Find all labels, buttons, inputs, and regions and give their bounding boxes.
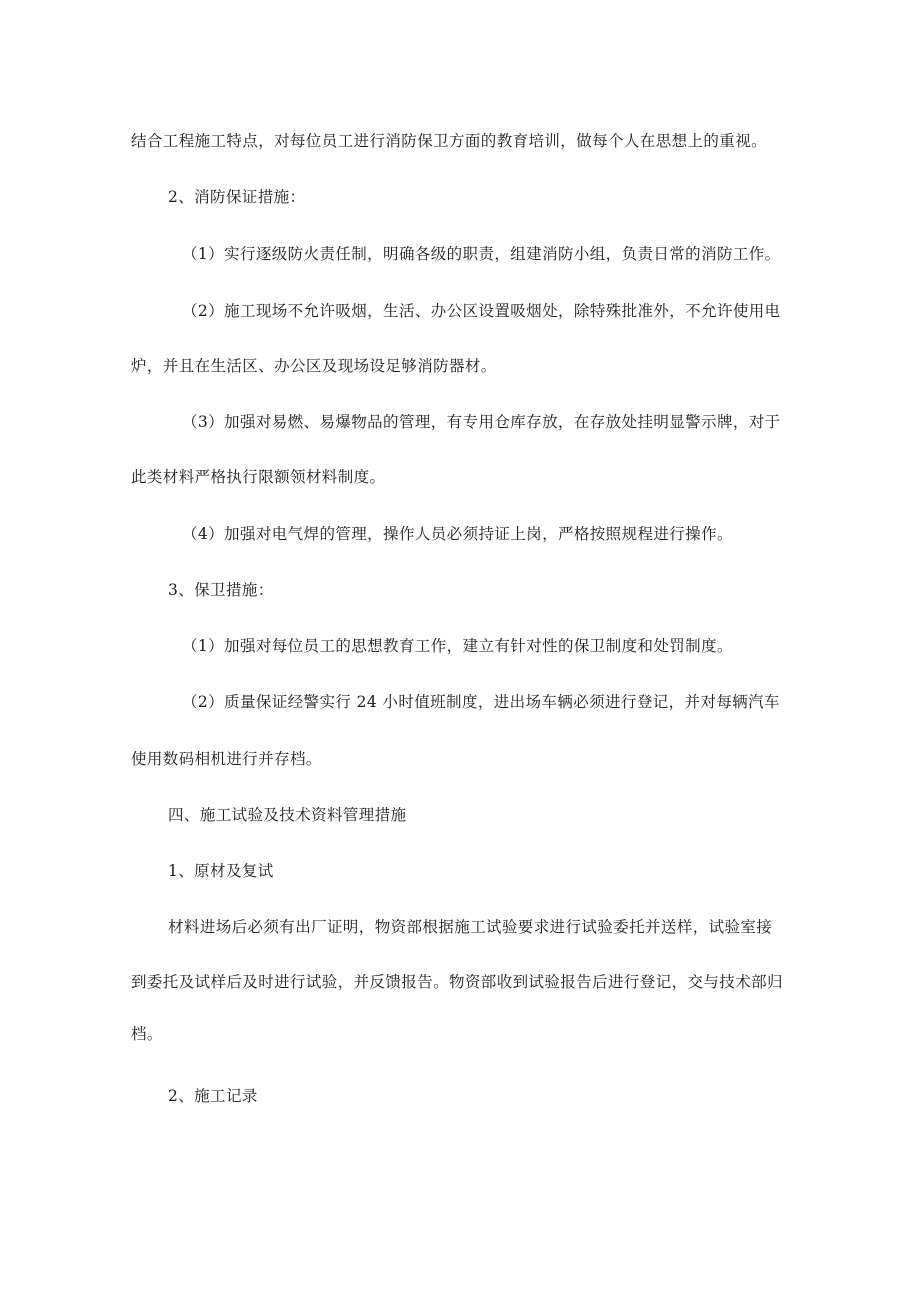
chapter-heading: 四、施工试验及技术资料管理措施: [168, 806, 407, 824]
paragraph-line: 材料进场后必须有出厂证明，物资部根据施工试验要求进行试验委托并送样，试验室接: [168, 918, 773, 936]
list-item-line: （4）加强对电气焊的管理，操作人员必须持证上岗，严格按照规程进行操作。: [182, 525, 733, 543]
list-item-line: （2）施工现场不允许吸烟，生活、办公区设置吸烟处，除特殊批准外，不允许使用电: [182, 302, 781, 320]
paragraph-line: 结合工程施工特点，对每位员工进行消防保卫方面的教育培训，做每个人在思想上的重视。: [131, 132, 768, 150]
list-item-line: （2）质量保证经警实行 24 小时值班制度，进出场车辆必须进行登记，并对每辆汽车: [182, 693, 780, 711]
list-item-continuation: 炉，并且在生活区、办公区及现场设足够消防器材。: [131, 357, 497, 375]
list-item-line: （1）加强对每位员工的思想教育工作，建立有针对性的保卫制度和处罚制度。: [182, 637, 733, 655]
list-item-continuation: 此类材料严格执行限额领材料制度。: [131, 468, 386, 486]
section-heading: 1、原材及复试: [168, 862, 274, 880]
list-item-line: （1）实行逐级防火责任制，明确各级的职责，组建消防小组，负责日常的消防工作。: [182, 245, 781, 263]
paragraph-line: 到委托及试样后及时进行试验，并反馈报告。物资部收到试验报告后进行登记，交与技术部归: [131, 973, 783, 991]
section-heading: 2、施工记录: [168, 1087, 258, 1105]
list-item-continuation: 使用数码相机进行并存档。: [131, 750, 322, 768]
paragraph-line: 档。: [131, 1025, 163, 1043]
section-heading: 3、保卫措施：: [168, 581, 274, 599]
section-heading: 2、消防保证措施：: [168, 188, 306, 206]
list-item-line: （3）加强对易燃、易爆物品的管理，有专用仓库存放，在存放处挂明显警示牌，对于: [182, 413, 781, 431]
